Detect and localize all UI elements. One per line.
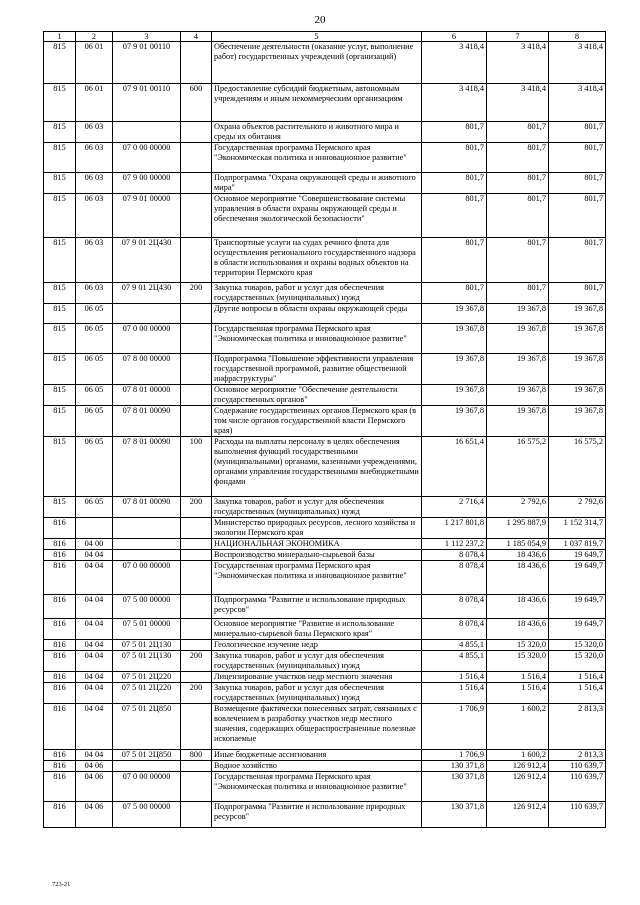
cell-amount-col7: 801,7 (487, 238, 549, 283)
cell-description: Закупка товаров, работ и услуг для обеспечения государственных (муниципальных) нужд (212, 651, 422, 672)
cell-description: Транспортные услуги на судах речного флота для осуществления регионального государственного надзора в области использования и охраны водных объектов на территории Пермского края (212, 238, 422, 283)
cell-amount-col7: 19 367,8 (487, 354, 549, 385)
cell-description: Подпрограмма "Повышение эффективности управления государственной программой, развитие общественной инфраструктуры" (212, 354, 422, 385)
col-header-3: 3 (113, 32, 181, 42)
cell-expense-type: 200 (181, 651, 212, 672)
cell-expense-type (181, 595, 212, 619)
cell-description: НАЦИОНАЛЬНАЯ ЭКОНОМИКА (212, 539, 422, 550)
cell-description: Основное мероприятие "Совершенствование системы управления в области охраны окружающей среды и обеспечения экологической безопасности" (212, 194, 422, 238)
cell-ministry-code: 816 (44, 640, 76, 651)
cell-expense-type (181, 772, 212, 802)
cell-description: Содержание государственных органов Пермского края (в том числе органов государственной власти Пермского края) (212, 406, 422, 437)
cell-amount-col7: 16 575,2 (487, 437, 549, 497)
cell-amount-col6: 19 367,8 (422, 385, 487, 406)
cell-ministry-code: 815 (44, 497, 76, 518)
budget-table (43, 31, 606, 828)
cell-target-code: 07 5 00 00000 (113, 595, 181, 619)
cell-amount-col6: 801,7 (422, 143, 487, 173)
cell-description: Закупка товаров, работ и услуг для обеспечения государственных (муниципальных) нужд (212, 683, 422, 704)
cell-description: Лицензирование участков недр местного значения (212, 672, 422, 683)
cell-target-code: 07 9 01 00110 (113, 84, 181, 122)
cell-section-code: 04 04 (76, 704, 113, 750)
cell-description: Подпрограмма "Развитие и использование природных ресурсов" (212, 595, 422, 619)
cell-amount-col8: 801,7 (549, 283, 606, 304)
column-number-header (44, 32, 606, 42)
cell-target-code: 07 0 00 00000 (113, 561, 181, 595)
table-row (44, 772, 606, 802)
cell-expense-type: 800 (181, 750, 212, 761)
cell-ministry-code: 815 (44, 437, 76, 497)
cell-expense-type: 200 (181, 497, 212, 518)
cell-description: Геологическое изучение недр (212, 640, 422, 651)
cell-amount-col8: 19 367,8 (549, 406, 606, 437)
cell-target-code: 07 0 00 00000 (113, 324, 181, 354)
cell-ministry-code: 816 (44, 750, 76, 761)
cell-section-code: 04 06 (76, 772, 113, 802)
cell-amount-col7: 19 367,8 (487, 385, 549, 406)
cell-section-code: 06 05 (76, 304, 113, 324)
cell-amount-col8: 110 639,7 (549, 772, 606, 802)
cell-expense-type (181, 194, 212, 238)
cell-amount-col7: 15 320,0 (487, 651, 549, 672)
table-row (44, 173, 606, 194)
cell-amount-col6: 4 855,1 (422, 651, 487, 672)
cell-amount-col8: 16 575,2 (549, 437, 606, 497)
cell-amount-col6: 19 367,8 (422, 354, 487, 385)
cell-section-code: 06 03 (76, 143, 113, 173)
cell-expense-type (181, 704, 212, 750)
cell-section-code: 06 05 (76, 385, 113, 406)
cell-description: Охрана объектов растительного и животного мира и среды их обитания (212, 122, 422, 143)
cell-target-code: 07 8 01 00090 (113, 406, 181, 437)
cell-amount-col6: 1 112 237,2 (422, 539, 487, 550)
cell-target-code: 07 5 01 2Ц220 (113, 683, 181, 704)
cell-target-code (113, 761, 181, 772)
cell-section-code: 06 03 (76, 194, 113, 238)
cell-amount-col6: 130 371,8 (422, 772, 487, 802)
cell-amount-col7: 2 792,6 (487, 497, 549, 518)
cell-target-code: 07 0 00 00000 (113, 143, 181, 173)
cell-description: Государственная программа Пермского края "Экономическая политика и инновационное развитие" (212, 561, 422, 595)
cell-amount-col7: 18 436,6 (487, 550, 549, 561)
page-number: 20 (314, 14, 326, 26)
budget-table-body (44, 32, 606, 828)
cell-amount-col6: 801,7 (422, 283, 487, 304)
cell-amount-col7: 126 912,4 (487, 761, 549, 772)
cell-expense-type (181, 385, 212, 406)
cell-amount-col7: 801,7 (487, 194, 549, 238)
cell-target-code (113, 518, 181, 539)
cell-expense-type (181, 561, 212, 595)
cell-ministry-code: 816 (44, 651, 76, 672)
cell-ministry-code: 815 (44, 194, 76, 238)
cell-expense-type (181, 539, 212, 550)
cell-target-code: 07 5 01 2Ц850 (113, 704, 181, 750)
cell-amount-col7: 801,7 (487, 173, 549, 194)
cell-amount-col7: 801,7 (487, 122, 549, 143)
cell-section-code: 04 04 (76, 683, 113, 704)
cell-amount-col6: 1 706,9 (422, 704, 487, 750)
cell-expense-type (181, 550, 212, 561)
table-row (44, 42, 606, 84)
cell-target-code: 07 5 00 00000 (113, 802, 181, 828)
cell-amount-col7: 1 600,2 (487, 750, 549, 761)
cell-section-code: 04 06 (76, 761, 113, 772)
cell-description: Основное мероприятие "Обеспечение деятельности государственных органов" (212, 385, 422, 406)
cell-ministry-code: 816 (44, 761, 76, 772)
cell-ministry-code: 815 (44, 283, 76, 304)
cell-ministry-code: 816 (44, 539, 76, 550)
cell-target-code (113, 304, 181, 324)
cell-amount-col7: 126 912,4 (487, 772, 549, 802)
cell-description: Государственная программа Пермского края "Экономическая политика и инновационное развитие" (212, 324, 422, 354)
cell-amount-col6: 19 367,8 (422, 304, 487, 324)
cell-amount-col7: 19 367,8 (487, 324, 549, 354)
cell-expense-type: 600 (181, 84, 212, 122)
cell-ministry-code: 816 (44, 595, 76, 619)
cell-amount-col8: 801,7 (549, 143, 606, 173)
cell-expense-type (181, 672, 212, 683)
table-row (44, 539, 606, 550)
cell-section-code (76, 518, 113, 539)
table-row (44, 84, 606, 122)
cell-amount-col8: 2 813,3 (549, 750, 606, 761)
table-row (44, 704, 606, 750)
table-row (44, 595, 606, 619)
table-row (44, 304, 606, 324)
table-row (44, 750, 606, 761)
cell-amount-col6: 801,7 (422, 238, 487, 283)
cell-amount-col7: 801,7 (487, 143, 549, 173)
cell-ministry-code: 815 (44, 84, 76, 122)
table-row (44, 518, 606, 539)
cell-amount-col8: 19 649,7 (549, 550, 606, 561)
cell-section-code: 04 04 (76, 750, 113, 761)
table-row (44, 672, 606, 683)
cell-target-code: 07 9 01 2Ц430 (113, 238, 181, 283)
table-row (44, 385, 606, 406)
cell-ministry-code: 815 (44, 406, 76, 437)
cell-section-code: 04 04 (76, 672, 113, 683)
cell-description: Другие вопросы в области охраны окружающей среды (212, 304, 422, 324)
cell-description: Основное мероприятие "Развитие и использование минерально-сырьевой базы Пермского края" (212, 619, 422, 640)
cell-target-code: 07 5 01 2Ц130 (113, 640, 181, 651)
cell-description: Иные бюджетные ассигнования (212, 750, 422, 761)
table-row (44, 497, 606, 518)
cell-section-code: 04 04 (76, 595, 113, 619)
col-header-5: 5 (212, 32, 422, 42)
cell-amount-col7: 3 418,4 (487, 42, 549, 84)
cell-description: Государственная программа Пермского края "Экономическая политика и инновационное развитие" (212, 143, 422, 173)
cell-amount-col8: 1 037 819,7 (549, 539, 606, 550)
col-header-1: 1 (44, 32, 76, 42)
cell-section-code: 04 04 (76, 651, 113, 672)
table-row (44, 619, 606, 640)
cell-amount-col8: 110 639,7 (549, 802, 606, 828)
cell-amount-col6: 19 367,8 (422, 324, 487, 354)
cell-amount-col8: 2 792,6 (549, 497, 606, 518)
cell-expense-type (181, 518, 212, 539)
cell-amount-col8: 15 320,0 (549, 640, 606, 651)
cell-amount-col7: 126 912,4 (487, 802, 549, 828)
table-row (44, 283, 606, 304)
cell-amount-col7: 1 600,2 (487, 704, 549, 750)
cell-amount-col6: 19 367,8 (422, 406, 487, 437)
cell-amount-col7: 801,7 (487, 283, 549, 304)
cell-target-code: 07 9 01 00000 (113, 194, 181, 238)
cell-amount-col6: 130 371,8 (422, 802, 487, 828)
cell-expense-type (181, 802, 212, 828)
table-row (44, 683, 606, 704)
cell-ministry-code: 816 (44, 619, 76, 640)
cell-target-code (113, 122, 181, 143)
cell-expense-type (181, 640, 212, 651)
cell-amount-col8: 19 649,7 (549, 619, 606, 640)
col-header-7: 7 (487, 32, 549, 42)
cell-description: Закупка товаров, работ и услуг для обеспечения государственных (муниципальных) нужд (212, 497, 422, 518)
document-code: 723-21 (52, 881, 71, 888)
cell-amount-col6: 1 217 801,8 (422, 518, 487, 539)
cell-amount-col8: 19 367,8 (549, 304, 606, 324)
cell-amount-col7: 1 516,4 (487, 672, 549, 683)
cell-amount-col8: 2 813,3 (549, 704, 606, 750)
cell-section-code: 06 03 (76, 173, 113, 194)
cell-ministry-code: 816 (44, 772, 76, 802)
table-row (44, 437, 606, 497)
cell-section-code: 04 04 (76, 619, 113, 640)
cell-amount-col8: 19 367,8 (549, 385, 606, 406)
cell-amount-col7: 18 436,6 (487, 619, 549, 640)
cell-section-code: 04 00 (76, 539, 113, 550)
cell-section-code: 06 03 (76, 283, 113, 304)
cell-ministry-code: 815 (44, 354, 76, 385)
cell-description: Водное хозяйство (212, 761, 422, 772)
cell-target-code: 07 5 01 2Ц220 (113, 672, 181, 683)
cell-amount-col6: 1 516,4 (422, 683, 487, 704)
cell-target-code: 07 9 01 2Ц430 (113, 283, 181, 304)
cell-target-code: 07 5 01 2Ц130 (113, 651, 181, 672)
cell-section-code: 06 03 (76, 122, 113, 143)
cell-section-code: 04 04 (76, 640, 113, 651)
cell-target-code: 07 0 00 00000 (113, 772, 181, 802)
cell-amount-col6: 801,7 (422, 122, 487, 143)
cell-amount-col8: 19 649,7 (549, 561, 606, 595)
cell-expense-type (181, 761, 212, 772)
cell-amount-col6: 801,7 (422, 173, 487, 194)
table-row (44, 238, 606, 283)
cell-amount-col8: 1 516,4 (549, 672, 606, 683)
cell-amount-col8: 1 152 314,7 (549, 518, 606, 539)
cell-section-code: 06 01 (76, 42, 113, 84)
cell-expense-type (181, 173, 212, 194)
cell-expense-type: 100 (181, 437, 212, 497)
cell-section-code: 06 01 (76, 84, 113, 122)
cell-ministry-code: 816 (44, 561, 76, 595)
cell-amount-col7: 19 367,8 (487, 406, 549, 437)
cell-amount-col8: 1 516,4 (549, 683, 606, 704)
cell-expense-type (181, 238, 212, 283)
cell-section-code: 06 03 (76, 238, 113, 283)
cell-amount-col8: 110 639,7 (549, 761, 606, 772)
cell-ministry-code: 815 (44, 122, 76, 143)
cell-section-code: 04 04 (76, 550, 113, 561)
cell-expense-type (181, 42, 212, 84)
cell-description: Обеспечение деятельности (оказание услуг, выполнение работ) государственных учреждений (организаций) (212, 42, 422, 84)
cell-expense-type (181, 406, 212, 437)
cell-amount-col8: 15 320,0 (549, 651, 606, 672)
cell-target-code: 07 5 01 2Ц850 (113, 750, 181, 761)
cell-description: Воспроизводство минерально-сырьевой базы (212, 550, 422, 561)
cell-amount-col6: 130 371,8 (422, 761, 487, 772)
cell-section-code: 06 05 (76, 497, 113, 518)
table-row (44, 143, 606, 173)
cell-section-code: 04 06 (76, 802, 113, 828)
cell-ministry-code: 816 (44, 672, 76, 683)
cell-description: Министерство природных ресурсов, лесного хозяйства и экологии Пермского края (212, 518, 422, 539)
cell-amount-col8: 19 367,8 (549, 354, 606, 385)
cell-ministry-code: 815 (44, 304, 76, 324)
cell-expense-type (181, 324, 212, 354)
table-row (44, 640, 606, 651)
cell-amount-col6: 801,7 (422, 194, 487, 238)
cell-amount-col8: 801,7 (549, 173, 606, 194)
cell-target-code: 07 9 00 00000 (113, 173, 181, 194)
table-row (44, 802, 606, 828)
cell-amount-col6: 16 651,4 (422, 437, 487, 497)
cell-section-code: 06 05 (76, 437, 113, 497)
cell-amount-col6: 1 706,9 (422, 750, 487, 761)
cell-expense-type: 200 (181, 283, 212, 304)
cell-amount-col8: 801,7 (549, 194, 606, 238)
cell-amount-col8: 19 367,8 (549, 324, 606, 354)
table-row (44, 194, 606, 238)
table-row (44, 651, 606, 672)
cell-amount-col7: 19 367,8 (487, 304, 549, 324)
cell-amount-col6: 8 078,4 (422, 550, 487, 561)
cell-ministry-code: 815 (44, 385, 76, 406)
table-row (44, 324, 606, 354)
cell-description: Предоставление субсидий бюджетным, автономным учреждениям и иным некоммерческим организациям (212, 84, 422, 122)
cell-amount-col7: 3 418,4 (487, 84, 549, 122)
cell-ministry-code: 815 (44, 143, 76, 173)
col-header-4: 4 (181, 32, 212, 42)
cell-ministry-code: 815 (44, 238, 76, 283)
cell-expense-type (181, 304, 212, 324)
col-header-6: 6 (422, 32, 487, 42)
cell-description: Подпрограмма "Развитие и использование природных ресурсов" (212, 802, 422, 828)
cell-amount-col7: 15 320,0 (487, 640, 549, 651)
table-row (44, 550, 606, 561)
col-header-8: 8 (549, 32, 606, 42)
cell-amount-col6: 3 418,4 (422, 42, 487, 84)
table-row (44, 761, 606, 772)
cell-target-code: 07 8 01 00000 (113, 385, 181, 406)
cell-ministry-code: 816 (44, 550, 76, 561)
cell-expense-type (181, 354, 212, 385)
cell-amount-col6: 1 516,4 (422, 672, 487, 683)
cell-expense-type (181, 143, 212, 173)
cell-section-code: 06 05 (76, 354, 113, 385)
cell-amount-col6: 2 716,4 (422, 497, 487, 518)
table-row (44, 561, 606, 595)
cell-section-code: 06 05 (76, 406, 113, 437)
cell-amount-col7: 1 295 887,9 (487, 518, 549, 539)
cell-amount-col6: 8 078,4 (422, 561, 487, 595)
cell-expense-type (181, 619, 212, 640)
cell-description: Государственная программа Пермского края "Экономическая политика и инновационное развитие" (212, 772, 422, 802)
cell-amount-col8: 19 649,7 (549, 595, 606, 619)
cell-target-code: 07 8 00 00000 (113, 354, 181, 385)
table-row (44, 354, 606, 385)
cell-amount-col7: 1 185 054,9 (487, 539, 549, 550)
cell-amount-col6: 3 418,4 (422, 84, 487, 122)
cell-description: Подпрограмма "Охрана окружающей среды и животного мира" (212, 173, 422, 194)
col-header-2: 2 (76, 32, 113, 42)
cell-amount-col8: 3 418,4 (549, 42, 606, 84)
cell-expense-type (181, 122, 212, 143)
cell-amount-col7: 18 436,6 (487, 595, 549, 619)
table-row (44, 406, 606, 437)
cell-ministry-code: 816 (44, 704, 76, 750)
cell-ministry-code: 815 (44, 324, 76, 354)
cell-expense-type: 200 (181, 683, 212, 704)
cell-ministry-code: 816 (44, 518, 76, 539)
cell-amount-col6: 8 078,4 (422, 619, 487, 640)
cell-target-code (113, 550, 181, 561)
cell-target-code (113, 539, 181, 550)
cell-section-code: 06 05 (76, 324, 113, 354)
cell-section-code: 04 04 (76, 561, 113, 595)
cell-amount-col8: 3 418,4 (549, 84, 606, 122)
cell-ministry-code: 815 (44, 42, 76, 84)
cell-target-code: 07 5 01 00000 (113, 619, 181, 640)
cell-ministry-code: 816 (44, 683, 76, 704)
cell-amount-col7: 1 516,4 (487, 683, 549, 704)
cell-amount-col7: 18 436,6 (487, 561, 549, 595)
table-row (44, 122, 606, 143)
cell-description: Расходы на выплаты персоналу в целях обеспечения выполнения функций государственными (муниципальными) органами, казенными учреждениями, органами управления государственными внебюджетными фондами (212, 437, 422, 497)
cell-ministry-code: 815 (44, 173, 76, 194)
cell-description: Закупка товаров, работ и услуг для обеспечения государственных (муниципальных) нужд (212, 283, 422, 304)
cell-amount-col6: 8 078,4 (422, 595, 487, 619)
cell-target-code: 07 8 01 00090 (113, 497, 181, 518)
cell-amount-col8: 801,7 (549, 122, 606, 143)
cell-target-code: 07 9 01 00110 (113, 42, 181, 84)
cell-description: Возмещение фактически понесенных затрат, связанных с вовлечением в разработку участков недр местного значения, содержащих общераспространенные полезные ископаемые (212, 704, 422, 750)
cell-amount-col8: 801,7 (549, 238, 606, 283)
cell-amount-col6: 4 855,1 (422, 640, 487, 651)
cell-ministry-code: 816 (44, 802, 76, 828)
cell-target-code: 07 8 01 00090 (113, 437, 181, 497)
